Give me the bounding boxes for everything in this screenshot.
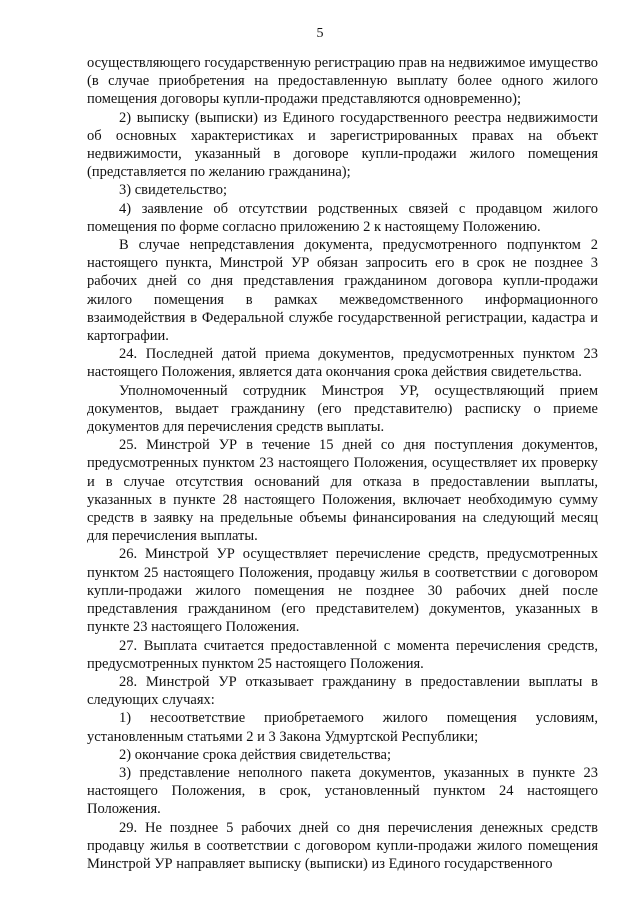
page-number: 5 (316, 26, 324, 41)
paragraph-clause-24: 24. Последней датой приема документов, предусмотренных пунктом 23 настоящего Положения, является дата окончания срока действия свидетельства. (87, 346, 598, 381)
paragraph-item-3-certificate: 3) свидетельство; (119, 182, 227, 199)
paragraph-item-4-statement: 4) заявление об отсутствии родственных связей с продавцом жилого помещения по форме согласно приложению 2 к настоящему Положению. (87, 200, 598, 235)
paragraph-clause-28: 28. Минстрой УР отказывает гражданину в предоставлении выплаты в следующих случаях: (87, 673, 598, 709)
paragraph-clause-27: 27. Выплата считается предоставленной с момента перечисления средств, предусмотренных пунктом 25 настоящего Положения. (87, 637, 598, 672)
paragraph-continuation: осуществляющего государственную регистрацию прав на недвижимое имущество (в случае приобретения на предоставленную выплату более одного жилого помещения договоры купли-продажи представляются одновременно); (87, 55, 598, 108)
document-body (87, 54, 598, 873)
paragraph-clause-26: 26. Минстрой УР осуществляет перечисление средств, предусмотренных пунктом 25 настоящего Положения, продавцу жилья в соответствии с договором купли-продажи жилого помещения не позднее 30 рабочих дней после представления гражданином (его представителем) документов, указанных в пункте 23 настоящего Положения. (87, 546, 598, 636)
paragraph-refusal-3: 3) представление неполного пакета документов, указанных в пункте 23 настоящего Положения, в срок, установленный пунктом 24 настоящего Положения. (87, 764, 598, 818)
paragraph-refusal-2: 2) окончание срока действия свидетельства; (119, 746, 392, 763)
paragraph-receipt: Уполномоченный сотрудник Минстроя УР, осуществляющий прием документов, выдает гражданину (его представителю) расписку о приеме документов для перечисления средств выплаты. (87, 382, 598, 436)
paragraph-item-2-extract: 2) выписку (выписки) из Единого государственного реестра недвижимости об основных характеристиках и зарегистрированных правах на объект недвижимости, указанный в договоре купли-продажи жилого помещения (представляется по желанию гражданина); (87, 109, 598, 181)
paragraph-clause-29: 29. Не позднее 5 рабочих дней со дня перечисления денежных средств продавцу жилья в соответствии с договором купли-продажи жилого помещения Минстрой УР направляет выписку (выписки) из Единого государственного (87, 819, 598, 872)
paragraph-clause-25: 25. Минстрой УР в течение 15 дней со дня поступления документов, предусмотренных пунктом 23 настоящего Положения, осуществляет их проверку и в случае отсутствия оснований для отказа в предоставлении выплаты, указанных в пункте 28 настоящего Положения, включает необходимую сумму средств в заявку на предельные объемы финансирования на следующий месяц для перечисления выплаты. (87, 437, 598, 545)
paragraph-refusal-1: 1) несоответствие приобретаемого жилого помещения условиям, установленным статьями 2 и 3 Закона Удмуртской Республики; (87, 710, 598, 745)
paragraph-non-submission: В случае непредставления документа, предусмотренного подпунктом 2 настоящего пункта, Минстрой УР обязан запросить его в срок не позднее 3 рабочих дней со дня представления гражданином договора купли-продажи жилого помещения в рамках межведомственного информационного взаимодействия в Федеральной службе государственной регистрации, кадастра и картографии. (87, 237, 598, 345)
